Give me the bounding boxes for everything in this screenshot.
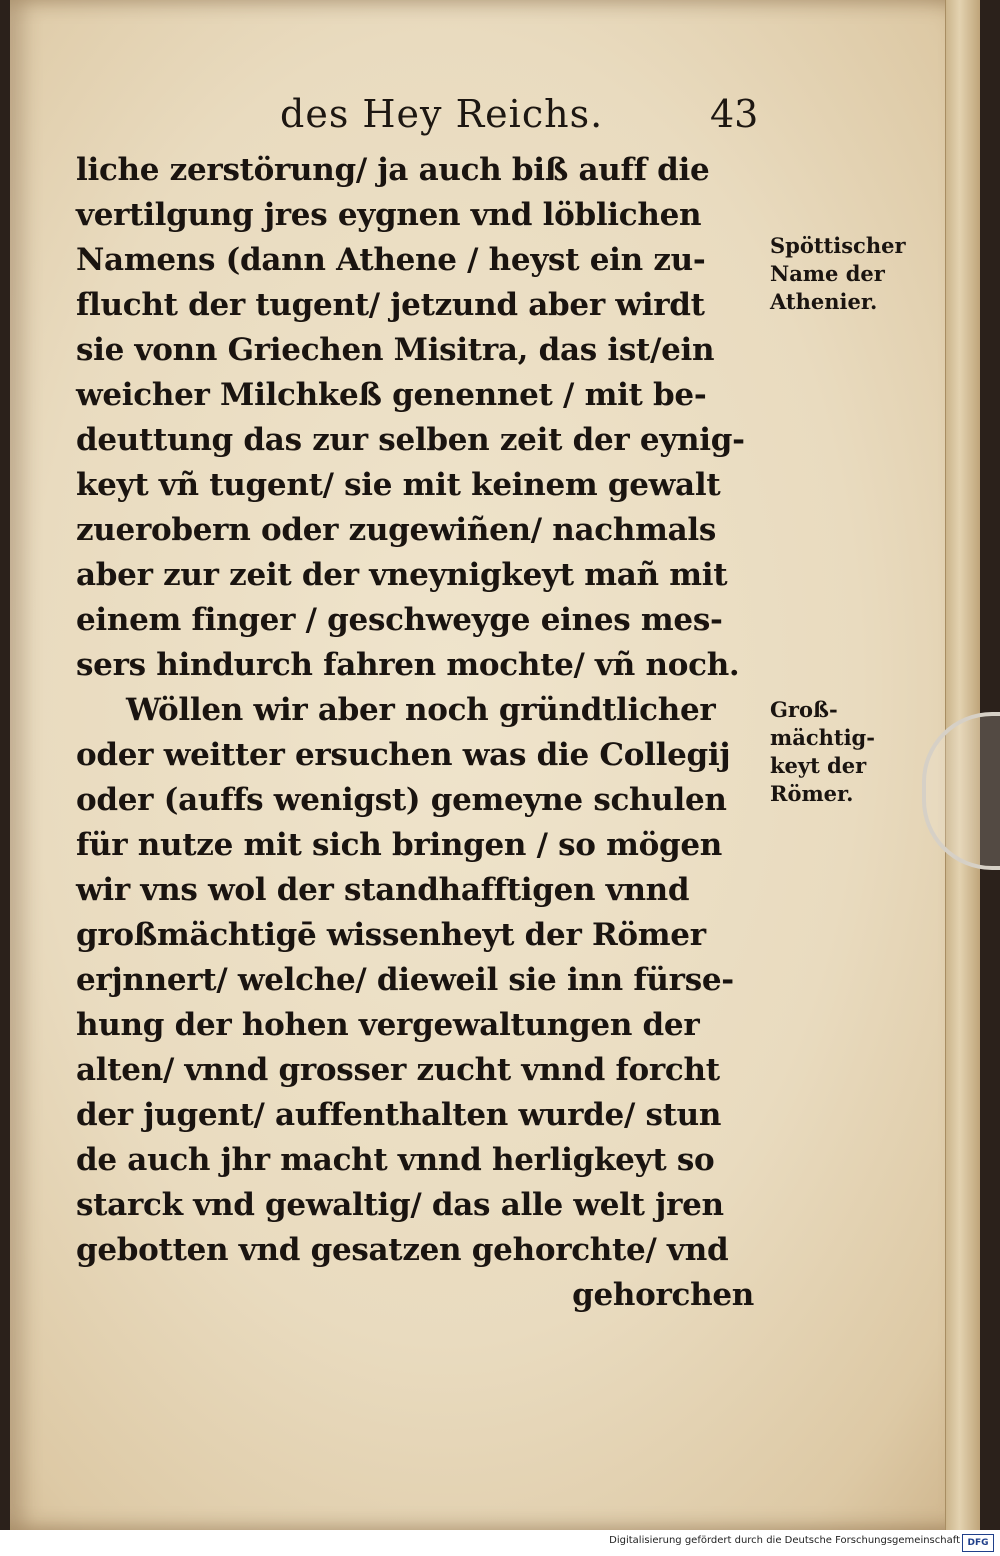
text-line: keyt vñ tugent/ sie mit keinem gewalt <box>76 467 721 503</box>
text-line: einem finger / geschweyge eines mes- <box>76 602 723 638</box>
marginal-note-line: Spöttischer <box>770 233 906 258</box>
text-line: erjnnert/ welche/ dieweil sie inn fürse- <box>76 962 734 998</box>
marginal-note-line: keyt der <box>770 753 867 778</box>
text-line: de auch jhr macht vnnd herligkeyt so <box>76 1142 715 1178</box>
text-line: alten/ vnnd grosser zucht vnnd forcht <box>76 1052 720 1088</box>
text-line: sie vonn Griechen Misitra, das ist/ein <box>76 332 715 368</box>
text-line: wir vns wol der standhafftigen vnnd <box>76 872 690 908</box>
marginal-note <box>770 232 920 316</box>
text-line: Namens (dann Athene / heyst ein zu- <box>76 242 706 278</box>
running-head: des Hey Reichs. <box>280 92 604 136</box>
marginal-note-line: Name der <box>770 261 885 286</box>
funding-credit: Digitalisierung gefördert durch die Deutsche Forschungsgemeinschaft <box>609 1535 960 1546</box>
text-line: starck vnd gewaltig/ das alle welt jren <box>76 1187 724 1223</box>
text-line: gebotten vnd gesatzen gehorchte/ vnd <box>76 1232 729 1268</box>
text-line: oder (auffs wenigst) gemeyne schulen <box>76 782 727 818</box>
text-line: flucht der tugent/ jetzund aber wirdt <box>76 287 705 323</box>
text-line: weicher Milchkeß genennet / mit be- <box>76 377 707 413</box>
footer <box>0 1530 1000 1556</box>
dfg-logo: DFG <box>962 1534 994 1552</box>
text-line: oder weitter ersuchen was die Collegij <box>76 737 731 773</box>
marginal-note-line: Athenier. <box>770 289 878 314</box>
text-line: Wöllen wir aber noch gründtlicher <box>126 692 716 728</box>
text-line: hung der hohen vergewaltungen der <box>76 1007 700 1043</box>
text-line: der jugent/ auffenthalten wurde/ stun <box>76 1097 722 1133</box>
catchword: gehorchen <box>572 1277 754 1313</box>
marginal-note <box>770 696 920 808</box>
text-line: deuttung das zur selben zeit der eynig- <box>76 422 745 458</box>
body-text <box>76 148 776 1318</box>
book-page <box>10 0 980 1530</box>
text-line: aber zur zeit der vneynigkeyt mañ mit <box>76 557 728 593</box>
marginal-note-line: Groß- <box>770 697 838 722</box>
text-line: vertilgung jres eygnen vnd löblichen <box>76 197 702 233</box>
page-header <box>10 92 990 152</box>
text-line: für nutze mit sich bringen / so mögen <box>76 827 723 863</box>
page-number: 43 <box>710 92 759 136</box>
marginal-note-line: mächtig- <box>770 725 875 750</box>
text-line: großmächtigē wissenheyt der Römer <box>76 917 706 953</box>
marginal-note-line: Römer. <box>770 781 854 806</box>
text-line: zuerobern oder zugewiñen/ nachmals <box>76 512 717 548</box>
text-line: sers hindurch fahren mochte/ vñ noch. <box>76 647 740 683</box>
text-line: liche zerstörung/ ja auch biß auff die <box>76 152 710 188</box>
